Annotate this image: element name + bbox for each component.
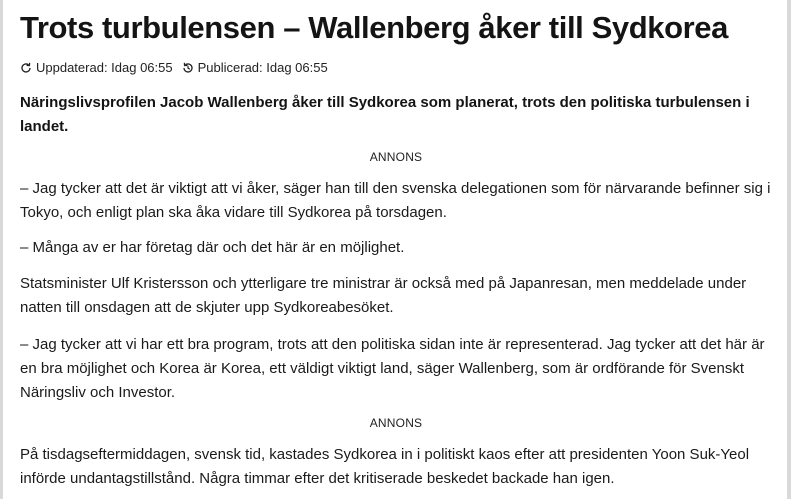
left-frame-border	[0, 0, 3, 499]
history-icon	[182, 62, 194, 74]
published-text: Publicerad: Idag 06:55	[197, 60, 328, 75]
published-timestamp	[182, 59, 328, 77]
body-paragraph: Statsminister Ulf Kristersson och ytterligare tre ministrar är också med på Japanresan, men meddelade under natten till onsdagen att de skjuter upp Sydkoreabesöket.	[20, 275, 747, 316]
body-paragraph: På tisdagseftermiddagen, svensk tid, kastades Sydkorea in i politiskt kaos efter att presidenten Yoon Suk-Yeol införde undantagstillstånd. Några timmar efter det kritiserade beskedet backade han igen.	[20, 446, 750, 487]
ad-label: ANNONS	[369, 150, 423, 164]
headline: Trots turbulensen – Wallenberg åker till Sydkorea	[20, 10, 728, 45]
article-meta	[20, 59, 328, 77]
body-paragraph: – Många av er har företag där och det här är en möjlighet.	[20, 239, 405, 256]
refresh-icon	[20, 62, 32, 74]
right-frame-border	[787, 0, 791, 499]
updated-timestamp	[20, 59, 173, 77]
ad-label: ANNONS	[369, 416, 423, 430]
body-paragraph: – Jag tycker att det är viktigt att vi åker, säger han till den svenska delegationen som för närvarande befinner sig i Tokyo, och enligt plan ska åka vidare till Sydkorea på torsdagen.	[20, 180, 771, 221]
body-paragraph: – Jag tycker att vi har ett bra program, trots att den politiska sidan inte är representerad. Jag tycker att det här är en bra möjlighet och Korea är Korea, ett väldigt viktigt land, säger Wallenberg, som är ordförande för Svenskt Näringsliv och Investor.	[20, 336, 765, 401]
lead-paragraph: Näringslivsprofilen Jacob Wallenberg åker till Sydkorea som planerat, trots den politiska turbulensen i landet.	[20, 94, 750, 135]
updated-text: Uppdaterad: Idag 06:55	[36, 60, 173, 75]
